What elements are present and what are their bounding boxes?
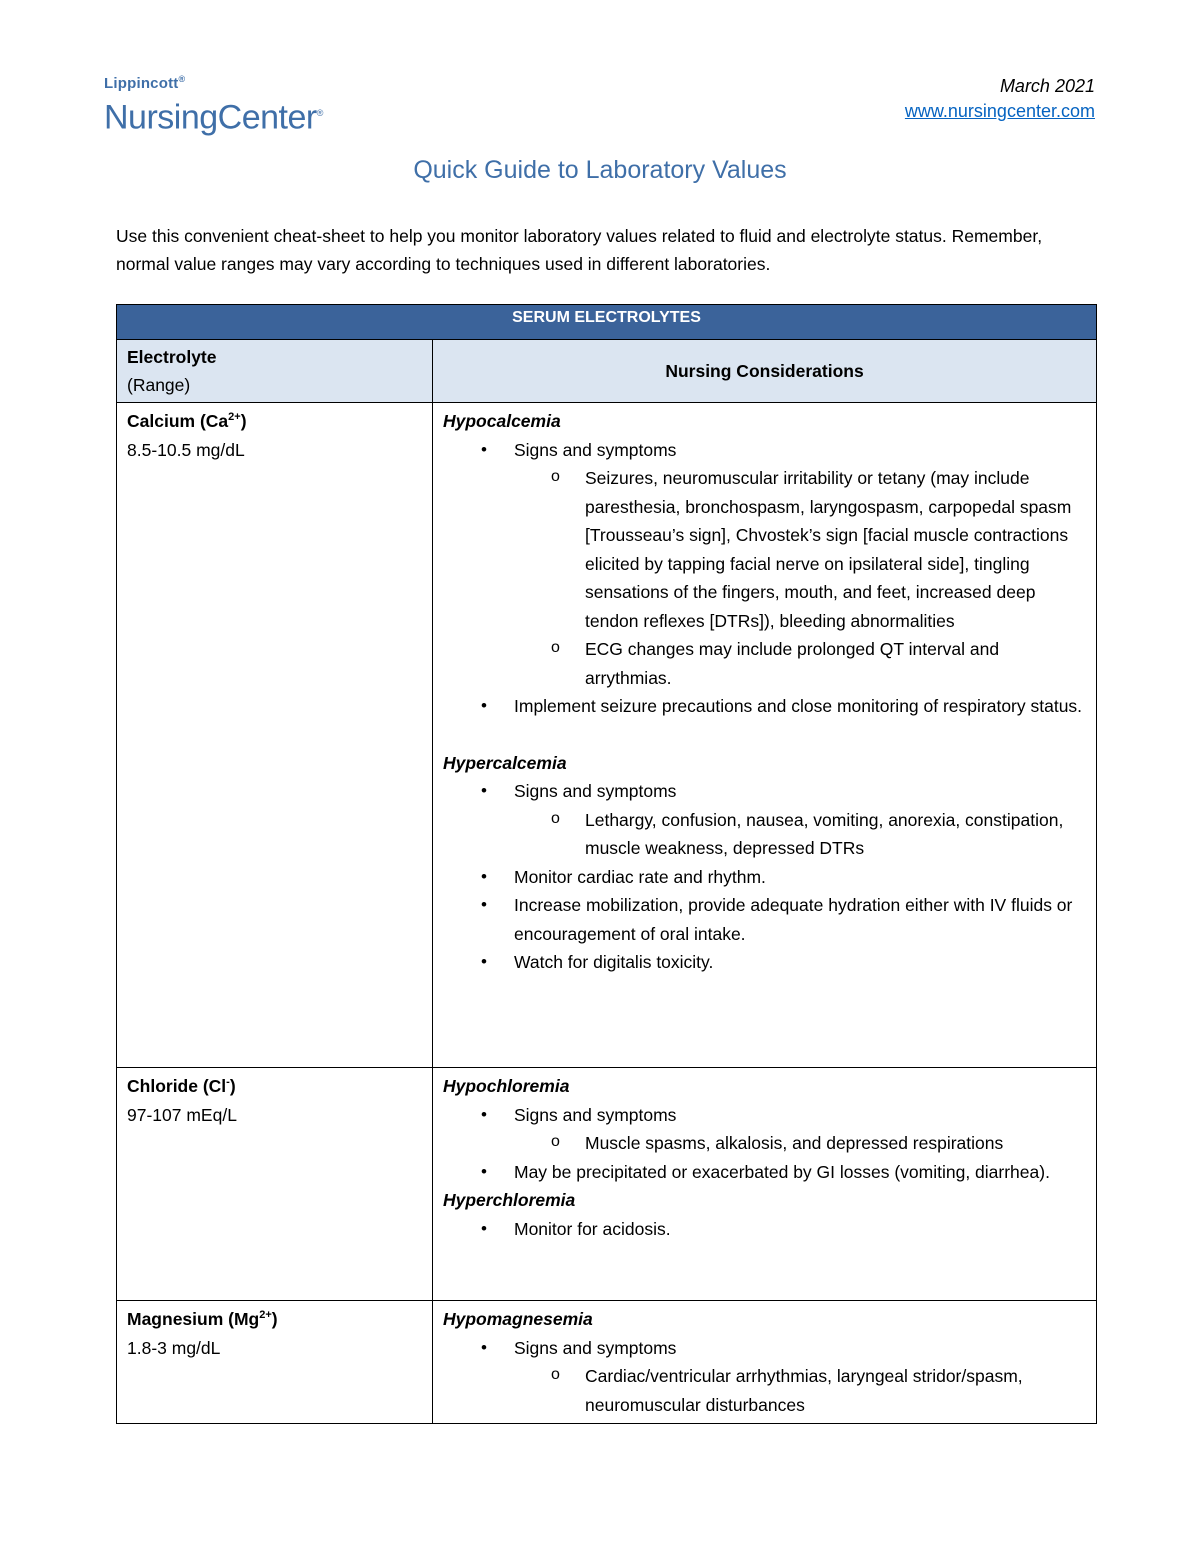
electrolyte-range: 8.5-10.5 mg/dL <box>127 439 245 460</box>
condition-title: Hypocalcemia <box>443 411 561 431</box>
list-item: • Increase mobilization, provide adequate hydration either with IV fluids or encouragement of oral intake. <box>443 891 1086 948</box>
electrolyte-name: Magnesium $(Mg^{2+})$ <box>127 1309 278 1329</box>
list-item: o Lethargy, confusion, nausea, vomiting, anorexia, constipation, muscle weakness, depressed DTRs <box>443 806 1086 863</box>
list-item: • May be precipitated or exacerbated by GI losses (vomiting, diarrhea). <box>443 1158 1086 1187</box>
condition-title: Hypochloremia <box>443 1076 570 1096</box>
electrolyte-range: 1.8-3 mg/dL <box>127 1337 221 1358</box>
table-row <box>117 1301 1097 1424</box>
list-item: o Muscle spasms, alkalosis, and depressed respirations <box>443 1129 1086 1158</box>
list-item: • Watch for digitalis toxicity. <box>443 948 1086 977</box>
list-item: • Signs and symptoms o Seizures, neuromuscular irritability or tetany (may include paresthesia, bronchospasm, laryngospasm, carpopedal spasm [Trousseau’s sign], Chvostek’s sign [facial muscle contractions elicited by tapping facial nerve on ipsilateral side], tingling sensations of the fingers, mouth, and feet, increased deep tendon reflexes [DTRs]), bleeding abnormalities o ECG changes may include prolonged QT interval and arrythmias. <box>443 436 1086 693</box>
section-header: SERUM ELECTROLYTES <box>117 305 1097 340</box>
logo <box>104 70 323 137</box>
logo-brand: NursingCenter® <box>104 98 323 137</box>
table-row <box>117 1068 1097 1301</box>
column-header-row <box>117 340 1097 403</box>
electrolyte-range: 97-107 mEq/L <box>127 1104 237 1125</box>
list-item: o Cardiac/ventricular arrhythmias, laryngeal stridor/spasm, neuromuscular disturbances <box>443 1362 1086 1419</box>
website-link[interactable]: www.nursingcenter.com <box>904 101 1095 121</box>
table-row <box>117 403 1097 1068</box>
electrolyte-name: Chloride (Cl-) <box>127 1076 236 1096</box>
header-meta <box>905 74 1095 124</box>
intro-paragraph: Use this convenient cheat-sheet to help you monitor laboratory values related to fluid and electrolyte status. Remember, normal value ranges may vary according to techniques used in different laboratories. <box>116 226 1043 274</box>
document-date: March 2021 <box>999 76 1095 96</box>
list-item: • Signs and symptoms o Cardiac/ventricular arrhythmias, laryngeal stridor/spasm, neuromuscular disturbances <box>443 1334 1086 1420</box>
page-title: Quick Guide to Laboratory Values <box>413 156 787 184</box>
column-header-electrolyte: Electrolyte (Range) <box>117 340 433 403</box>
condition-title: Hyperchloremia <box>443 1190 576 1210</box>
condition-title: Hypercalcemia <box>443 752 567 773</box>
condition-title: Hypomagnesemia <box>443 1309 593 1329</box>
list-item: • Signs and symptoms o Lethargy, confusion, nausea, vomiting, anorexia, constipation, muscle weakness, depressed DTRs <box>443 777 1086 863</box>
list-item: • Implement seizure precautions and close monitoring of respiratory status. <box>443 692 1086 721</box>
list-item: • Monitor for acidosis. <box>443 1215 1086 1244</box>
column-header-considerations: Nursing Considerations <box>433 340 1097 403</box>
list-item: • Signs and symptoms o Muscle spasms, alkalosis, and depressed respirations <box>443 1101 1086 1158</box>
list-item: • Monitor cardiac rate and rhythm. <box>443 863 1086 892</box>
logo-publisher: Lippincott® <box>104 74 186 92</box>
lab-values-table <box>116 304 1097 1424</box>
list-item: o Seizures, neuromuscular irritability or tetany (may include paresthesia, bronchospasm, laryngospasm, carpopedal spasm [Trousseau’s sign], Chvostek’s sign [facial muscle contractions elicited by tapping facial nerve on ipsilateral side], tingling sensations of the fingers, mouth, and feet, increased deep tendon reflexes [DTRs]), bleeding abnormalities <box>443 464 1086 635</box>
list-item: o ECG changes may include prolonged QT interval and arrythmias. <box>443 635 1086 692</box>
electrolyte-name: Calcium $(Ca^{2+})$ <box>127 411 247 431</box>
